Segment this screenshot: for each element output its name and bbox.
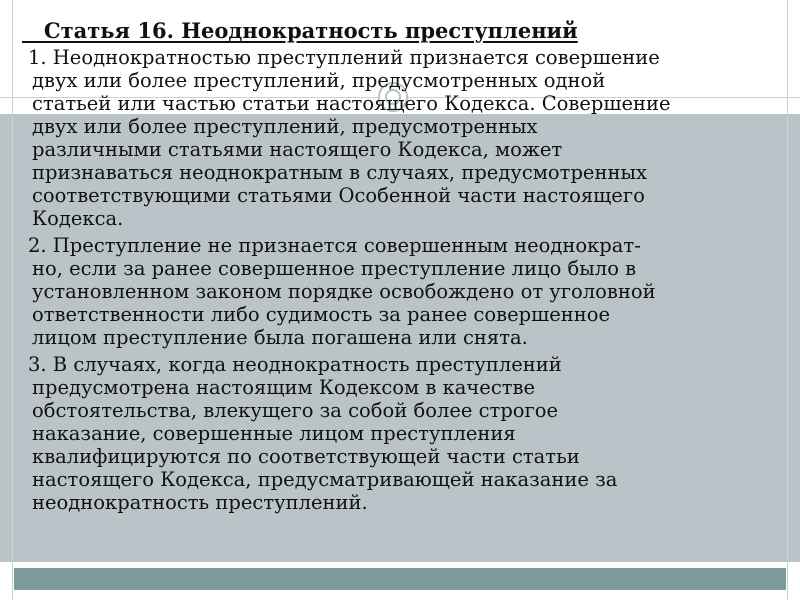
paragraph-line: различными статьями настоящего Кодекса, может <box>32 138 563 161</box>
paragraph-line: установленном законом порядке освобождено от уголовной <box>32 280 656 303</box>
slide-footer <box>0 562 800 600</box>
paragraph-line: Кодекса. <box>32 207 124 230</box>
paragraph-line: признаваться неоднократным в случаях, предусмотренных <box>32 161 647 184</box>
paragraph-line: неоднократность преступлений. <box>32 491 368 514</box>
paragraph-1 <box>14 46 786 230</box>
paragraph-3 <box>14 353 786 514</box>
paragraph-line: но, если за ранее совершенное преступление лицо было в <box>32 257 637 280</box>
paragraph-line: двух или более преступлений, предусмотренных <box>32 115 538 138</box>
article-title: Статья 16. Неоднократность преступлений <box>22 18 578 43</box>
paragraph-line: предусмотрена настоящим Кодексом в качестве <box>32 376 536 399</box>
slide-footer-bar <box>14 568 786 590</box>
paragraph-line: ответственности либо судимость за ранее совершенное <box>32 303 611 326</box>
slide-right-rule <box>787 0 788 600</box>
article-body <box>14 18 786 518</box>
paragraph-line: квалифицируются по соответствующей части статьи <box>32 445 580 468</box>
slide-left-rule <box>12 0 13 600</box>
paragraph-line: двух или более преступлений, предусмотренных одной <box>32 69 606 92</box>
paragraph-line: 3. В случаях, когда неоднократность преступлений <box>28 353 562 376</box>
paragraph-line: лицом преступление была погашена или снята. <box>32 326 528 349</box>
paragraph-line: статьей или частью статьи настоящего Кодекса. Совершение <box>32 92 671 115</box>
paragraph-line: настоящего Кодекса, предусматривающей наказание за <box>32 468 618 491</box>
paragraph-line: 2. Преступление не признается совершенным неоднократ- <box>28 234 641 257</box>
paragraph-line: соответствующими статьями Особенной части настоящего <box>32 184 645 207</box>
paragraph-2 <box>14 234 786 349</box>
paragraph-line: наказание, совершенные лицом преступления <box>32 422 516 445</box>
paragraph-line: обстоятельства, влекущего за собой более строгое <box>32 399 559 422</box>
paragraph-line: 1. Неоднократностью преступлений признается совершение <box>28 46 660 69</box>
